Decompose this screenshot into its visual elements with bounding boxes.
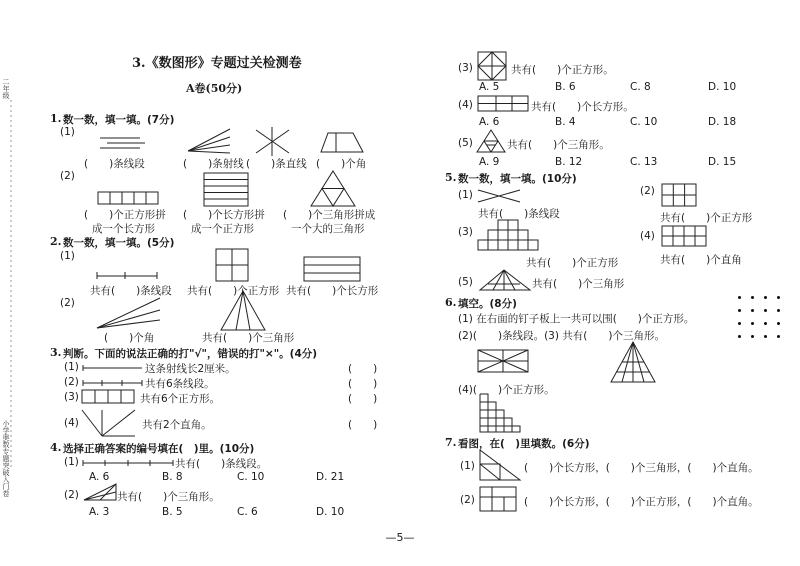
peg bbox=[738, 296, 741, 299]
peg bbox=[751, 322, 754, 325]
q4-item1-opt-c[interactable]: C. 10 bbox=[237, 471, 265, 483]
peg bbox=[751, 296, 754, 299]
q5-answer-a: 共有( )条线段 bbox=[478, 208, 560, 220]
q1-answer-f2: 成一个正方形 bbox=[191, 223, 254, 235]
peg bbox=[764, 335, 767, 338]
q4-item4-opt-c[interactable]: C. 10 bbox=[630, 116, 658, 128]
q4-item2-opt-c[interactable]: C. 6 bbox=[237, 506, 258, 518]
q1-figure-rays bbox=[185, 127, 235, 157]
page-subtitle: A卷(50分) bbox=[186, 82, 243, 95]
q1-answer-f1: ( )个长方形拼 bbox=[183, 209, 265, 221]
peg bbox=[738, 309, 741, 312]
q3-item4-num: (4) bbox=[64, 417, 79, 429]
peg bbox=[777, 309, 780, 312]
q4-item2-num: (2) bbox=[64, 489, 79, 501]
q7-number: 7. bbox=[445, 436, 457, 449]
q1-answer-b: ( )条射线 bbox=[183, 158, 244, 170]
q2-figure-segment bbox=[95, 268, 165, 280]
q4-item3-opt-c[interactable]: C. 8 bbox=[630, 81, 651, 93]
q3-figure-points bbox=[80, 378, 150, 388]
q3-item2-text: 共有6条线段。 bbox=[145, 378, 215, 390]
q5-figure-fan bbox=[478, 268, 534, 294]
q4-item1-num: (1) bbox=[64, 456, 79, 468]
q7-line1-text: ( )个长方形，( )个三角形，( )个直角。 bbox=[524, 462, 759, 474]
q3-number: 3. bbox=[50, 346, 62, 359]
q5-answer-e: 共有( )个三角形 bbox=[532, 278, 625, 290]
peg bbox=[764, 296, 767, 299]
q3-item1-mark[interactable]: ( ) bbox=[348, 363, 378, 375]
q1-number: 1. bbox=[50, 112, 62, 125]
q4-item2-opt-b[interactable]: B. 5 bbox=[162, 506, 183, 518]
q3-figure-right-angles bbox=[80, 408, 140, 440]
q3-item2-num: (2) bbox=[64, 376, 79, 388]
q4-item5-opt-d[interactable]: D. 15 bbox=[708, 156, 737, 168]
q4-figure-square-diag bbox=[476, 50, 510, 82]
q7-figure-2 bbox=[478, 485, 522, 515]
q4-item3-text: 共有( )个正方形。 bbox=[511, 64, 614, 76]
q4-item5-opt-c[interactable]: C. 13 bbox=[630, 156, 658, 168]
q3-item4-mark[interactable]: ( ) bbox=[348, 419, 378, 431]
q1-heading: 数一数，填一填。(7分) bbox=[63, 114, 175, 126]
q4-item5-text: 共有( )个三角形。 bbox=[507, 139, 610, 151]
binding-line bbox=[0, 0, 12, 566]
q3-item1-text: 这条射线长2厘米。 bbox=[145, 363, 236, 375]
q2-part1: (1) bbox=[60, 250, 75, 262]
q1-figure-square-row bbox=[97, 190, 162, 206]
q2-figure-angles bbox=[95, 296, 165, 332]
q5-part3: (3) bbox=[458, 226, 473, 238]
q4-item1-text: 共有( )条线段。 bbox=[175, 458, 268, 470]
q4-item1-opt-a[interactable]: A. 6 bbox=[89, 471, 110, 483]
q3-item2-mark[interactable]: ( ) bbox=[348, 378, 378, 390]
q1-answer-e1: ( )个正方形拼 bbox=[84, 209, 166, 221]
q4-item5-opt-b[interactable]: B. 12 bbox=[555, 156, 583, 168]
q7-line2-text: ( )个长方形，( )个正方形，( )个直角。 bbox=[524, 496, 759, 508]
q1-figure-segments bbox=[95, 135, 155, 155]
q1-figure-lines bbox=[253, 127, 293, 157]
q4-item1-opt-d[interactable]: D. 21 bbox=[316, 471, 345, 483]
peg bbox=[777, 322, 780, 325]
q1-figure-triangle bbox=[310, 170, 358, 208]
q4-item4-text: 共有( )个长方形。 bbox=[531, 101, 634, 113]
q3-heading: 判断。下面的说法正确的打"√"，错误的打"×"。(4分) bbox=[63, 348, 318, 360]
q6-line2: (2)( )条线段。(3) 共有( )个三角形。 bbox=[458, 330, 665, 342]
q4-item4-opt-a[interactable]: A. 6 bbox=[479, 116, 500, 128]
q5-figure-lines bbox=[476, 186, 526, 206]
q4-item5-num: (5) bbox=[458, 137, 473, 149]
q2-part2: (2) bbox=[60, 297, 75, 309]
q4-item3-opt-a[interactable]: A. 5 bbox=[479, 81, 500, 93]
q1-part1: (1) bbox=[60, 126, 75, 138]
q4-item2-opt-d[interactable]: D. 10 bbox=[316, 506, 345, 518]
peg bbox=[751, 335, 754, 338]
q4-item4-opt-d[interactable]: D. 18 bbox=[708, 116, 737, 128]
q4-item4-opt-b[interactable]: B. 4 bbox=[555, 116, 576, 128]
page-title: 3.《数图形》专题过关检测卷 bbox=[132, 56, 302, 71]
q3-item3-text: 共有6个正方形。 bbox=[140, 393, 221, 405]
q4-figure-rects bbox=[476, 94, 532, 114]
q6-heading: 填空。(8分) bbox=[458, 298, 517, 310]
q2-figure-grid bbox=[215, 248, 251, 284]
peg bbox=[738, 322, 741, 325]
q5-number: 5. bbox=[445, 171, 457, 184]
peg bbox=[751, 309, 754, 312]
q3-figure-squares bbox=[80, 388, 140, 406]
q5-answer-b: 共有( )个正方形 bbox=[660, 212, 753, 224]
q4-item2-text: 共有( )个三角形。 bbox=[117, 491, 220, 503]
peg bbox=[777, 335, 780, 338]
q4-figure-segments bbox=[80, 458, 180, 468]
q5-part5: (5) bbox=[458, 276, 473, 288]
q1-answer-a: ( )条线段 bbox=[84, 158, 145, 170]
q6-figure-rect-diag bbox=[476, 348, 532, 376]
q1-answer-d: ( )个角 bbox=[316, 158, 367, 170]
q7-heading: 看图，在( )里填数。(6分) bbox=[458, 438, 590, 450]
q4-number: 4. bbox=[50, 441, 62, 454]
q3-item4-text: 共有2个直角。 bbox=[142, 419, 212, 431]
peg bbox=[764, 309, 767, 312]
peg bbox=[777, 296, 780, 299]
q1-figure-angles bbox=[318, 130, 368, 155]
q2-heading: 数一数，填一填。(5分) bbox=[63, 237, 175, 249]
q2-answer-c: 共有( )个长方形 bbox=[286, 285, 379, 297]
q4-figure-triangle-grid bbox=[476, 128, 510, 156]
q5-part4: (4) bbox=[640, 230, 655, 242]
q4-item4-num: (4) bbox=[458, 99, 473, 111]
q3-figure-ray bbox=[80, 363, 150, 373]
q3-item3-mark[interactable]: ( ) bbox=[348, 393, 378, 405]
q5-figure-grid6 bbox=[660, 182, 700, 210]
q6-figure-triangle bbox=[610, 340, 660, 386]
q2-answer-d: ( )个角 bbox=[104, 332, 155, 344]
q4-item5-opt-a[interactable]: A. 9 bbox=[479, 156, 500, 168]
peg bbox=[764, 322, 767, 325]
q1-answer-e2: 成一个长方形 bbox=[92, 223, 155, 235]
q5-figure-grid8 bbox=[660, 224, 710, 250]
q5-heading: 数一数，填一填。(10分) bbox=[458, 173, 577, 185]
q1-answer-g2: 一个大的三角形 bbox=[291, 223, 365, 235]
q4-figure-triangles bbox=[82, 482, 122, 504]
q5-figure-steps bbox=[476, 220, 546, 252]
q7-line1-num: (1) bbox=[460, 460, 475, 472]
q2-figure-triangle bbox=[220, 290, 270, 334]
q4-item2-opt-a[interactable]: A. 3 bbox=[89, 506, 110, 518]
q6-line1: (1) 在右面的钉子板上一共可以围( )个正方形。 bbox=[458, 313, 695, 325]
q2-answer-e: 共有( )个三角形 bbox=[202, 332, 295, 344]
q4-item1-opt-b[interactable]: B. 8 bbox=[162, 471, 183, 483]
margin-grade: 二年级 bbox=[2, 78, 10, 99]
q7-figure-1 bbox=[478, 448, 524, 484]
q4-item3-opt-d[interactable]: D. 10 bbox=[708, 81, 737, 93]
q1-figure-rect-stack bbox=[203, 172, 251, 208]
q7-line2-num: (2) bbox=[460, 494, 475, 506]
q6-figure-staircase bbox=[478, 392, 528, 434]
q2-answer-b: 共有( )个正方形 bbox=[187, 285, 280, 297]
q3-item1-num: (1) bbox=[64, 361, 79, 373]
q4-item3-num: (3) bbox=[458, 62, 473, 74]
q2-number: 2. bbox=[50, 235, 62, 248]
q1-answer-c: ( )条直线 bbox=[246, 158, 307, 170]
q5-part1: (1) bbox=[458, 189, 473, 201]
margin-series: 小学奥数专题突破入门卷 bbox=[2, 420, 10, 497]
q1-part2: (2) bbox=[60, 170, 75, 182]
q2-figure-rects bbox=[303, 256, 363, 284]
q3-item3-num: (3) bbox=[64, 391, 79, 403]
q4-item3-opt-b[interactable]: B. 6 bbox=[555, 81, 576, 93]
q5-answer-d: 共有( )个直角 bbox=[660, 254, 742, 266]
page-number: —5— bbox=[385, 531, 415, 544]
q2-answer-a: 共有( )条线段 bbox=[90, 285, 172, 297]
q6-line4: (4)( )个正方形。 bbox=[458, 384, 555, 396]
q6-number: 6. bbox=[445, 296, 457, 309]
q5-answer-c: 共有( )个正方形 bbox=[526, 257, 619, 269]
peg bbox=[738, 335, 741, 338]
q1-answer-g1: ( )个三角形拼成 bbox=[283, 209, 376, 221]
q4-heading: 选择正确答案的编号填在( )里。(10分) bbox=[63, 443, 255, 455]
q5-part2: (2) bbox=[640, 185, 655, 197]
